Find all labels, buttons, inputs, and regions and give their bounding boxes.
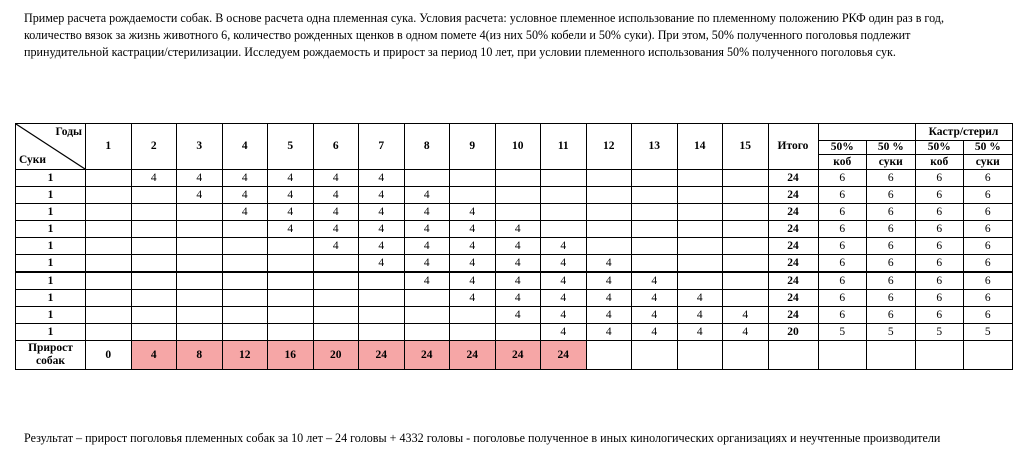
litter-cell	[495, 187, 541, 204]
litter-cell	[632, 170, 678, 187]
litter-cell	[222, 238, 268, 255]
female-count: 1	[16, 204, 86, 221]
female-count: 1	[16, 187, 86, 204]
growth-value: 8	[177, 341, 223, 370]
litter-cell	[450, 187, 496, 204]
litter-cell: 4	[450, 204, 496, 221]
litter-cell	[86, 187, 132, 204]
corner-females-label: Суки	[19, 154, 47, 166]
litter-cell: 4	[495, 307, 541, 324]
litter-cell: 4	[313, 204, 359, 221]
growth-value: 12	[222, 341, 268, 370]
split-header-bottom: коб	[930, 156, 949, 168]
litter-cell: 4	[723, 324, 769, 341]
litter-cell: 4	[450, 255, 496, 273]
litter-cell: 4	[586, 324, 632, 341]
total-header: Итого	[768, 124, 818, 170]
growth-value: 24	[541, 341, 587, 370]
split-value: 6	[818, 290, 867, 307]
litter-cell	[723, 272, 769, 290]
growth-value: 24	[450, 341, 496, 370]
litter-cell	[177, 255, 223, 273]
litter-cell: 4	[586, 272, 632, 290]
split-value: 6	[964, 170, 1013, 187]
row-total: 24	[768, 204, 818, 221]
female-count: 1	[16, 307, 86, 324]
litter-cell	[268, 290, 314, 307]
split-value: 6	[915, 204, 964, 221]
litter-cell	[131, 238, 177, 255]
year-header: 10	[495, 124, 541, 170]
split-header-bottom: коб	[833, 156, 852, 168]
litter-cell	[268, 238, 314, 255]
litter-cell	[131, 290, 177, 307]
split-value: 6	[867, 204, 916, 221]
litter-cell	[131, 221, 177, 238]
litter-cell	[86, 324, 132, 341]
litter-cell	[177, 324, 223, 341]
row-total: 24	[768, 290, 818, 307]
litter-cell: 4	[677, 290, 723, 307]
litter-cell: 4	[268, 170, 314, 187]
split-header-top: 50 %	[964, 141, 1012, 155]
split-header-bottom: суки	[975, 156, 1000, 168]
female-count: 1	[16, 272, 86, 290]
litter-cell	[268, 324, 314, 341]
litter-cell	[86, 170, 132, 187]
split-value: 6	[818, 170, 867, 187]
castr-header: Кастр/стерил	[915, 124, 1012, 141]
litter-cell: 4	[450, 238, 496, 255]
litter-cell: 4	[541, 272, 587, 290]
litter-cell: 4	[632, 290, 678, 307]
litter-cell	[313, 324, 359, 341]
litter-cell: 4	[222, 170, 268, 187]
litter-cell: 4	[359, 187, 405, 204]
litter-cell: 4	[450, 221, 496, 238]
litter-cell	[632, 221, 678, 238]
litter-cell	[723, 170, 769, 187]
litter-cell	[632, 204, 678, 221]
year-header: 15	[723, 124, 769, 170]
split-value: 6	[867, 307, 916, 324]
split-header	[915, 141, 964, 170]
row-total: 24	[768, 221, 818, 238]
litter-cell: 4	[359, 221, 405, 238]
litter-cell	[677, 170, 723, 187]
split-value: 6	[818, 272, 867, 290]
split-value: 6	[964, 238, 1013, 255]
litter-cell	[222, 307, 268, 324]
litter-cell	[359, 324, 405, 341]
growth-value: 16	[268, 341, 314, 370]
growth-value: 20	[313, 341, 359, 370]
litter-cell	[268, 272, 314, 290]
litter-cell	[359, 307, 405, 324]
growth-empty	[964, 341, 1013, 370]
litter-cell: 4	[359, 238, 405, 255]
split-value: 6	[818, 238, 867, 255]
litter-cell: 4	[268, 204, 314, 221]
litter-cell: 4	[677, 307, 723, 324]
litter-cell	[86, 272, 132, 290]
litter-cell: 4	[404, 255, 450, 273]
split-value: 6	[867, 170, 916, 187]
split-header-top: 50%	[916, 141, 964, 155]
litter-cell	[495, 324, 541, 341]
litter-cell: 4	[131, 170, 177, 187]
litter-cell	[632, 255, 678, 273]
split-value: 6	[818, 255, 867, 273]
table-row	[16, 170, 1013, 187]
litter-cell: 4	[313, 187, 359, 204]
litter-cell	[541, 170, 587, 187]
litter-cell	[450, 324, 496, 341]
litter-cell: 4	[723, 307, 769, 324]
growth-value: 24	[359, 341, 405, 370]
litter-cell	[313, 255, 359, 273]
litter-cell: 4	[495, 255, 541, 273]
litter-cell: 4	[177, 170, 223, 187]
row-total: 24	[768, 170, 818, 187]
litter-cell	[677, 204, 723, 221]
female-count: 1	[16, 290, 86, 307]
split-value: 6	[964, 255, 1013, 273]
growth-value	[632, 341, 678, 370]
litter-cell	[222, 255, 268, 273]
litter-cell	[450, 307, 496, 324]
litter-cell: 4	[495, 221, 541, 238]
litter-cell: 4	[313, 170, 359, 187]
year-header: 3	[177, 124, 223, 170]
litter-cell	[723, 187, 769, 204]
litter-cell	[723, 204, 769, 221]
litter-cell	[677, 238, 723, 255]
female-count: 1	[16, 170, 86, 187]
growth-value: 24	[495, 341, 541, 370]
litter-cell: 4	[222, 204, 268, 221]
litter-cell: 4	[450, 272, 496, 290]
split-value: 6	[915, 238, 964, 255]
litter-cell	[677, 221, 723, 238]
litter-cell	[131, 272, 177, 290]
litter-cell	[723, 255, 769, 273]
litter-cell	[541, 204, 587, 221]
litter-cell	[268, 307, 314, 324]
growth-empty	[818, 341, 867, 370]
litter-cell	[723, 290, 769, 307]
growth-empty	[867, 341, 916, 370]
litter-cell	[313, 272, 359, 290]
litter-cell	[541, 221, 587, 238]
row-total: 24	[768, 238, 818, 255]
litter-cell	[404, 290, 450, 307]
litter-cell: 4	[404, 221, 450, 238]
split-header	[867, 141, 916, 170]
litter-cell: 4	[404, 272, 450, 290]
litter-cell: 4	[632, 324, 678, 341]
year-header: 9	[450, 124, 496, 170]
split-header-top: 50 %	[867, 141, 915, 155]
year-header: 6	[313, 124, 359, 170]
split-value: 6	[818, 307, 867, 324]
litter-cell	[177, 272, 223, 290]
year-header: 1	[86, 124, 132, 170]
table-row	[16, 255, 1013, 273]
litter-cell	[450, 170, 496, 187]
litter-cell	[586, 204, 632, 221]
table-row	[16, 272, 1013, 290]
litter-cell	[177, 307, 223, 324]
litter-cell: 4	[541, 324, 587, 341]
litter-cell	[404, 307, 450, 324]
litter-cell: 4	[541, 238, 587, 255]
table-row	[16, 290, 1013, 307]
litter-cell: 4	[359, 255, 405, 273]
year-header: 5	[268, 124, 314, 170]
litter-cell: 4	[495, 272, 541, 290]
split-value: 6	[964, 290, 1013, 307]
year-header: 7	[359, 124, 405, 170]
growth-value	[586, 341, 632, 370]
litter-cell	[359, 272, 405, 290]
split-value: 6	[867, 255, 916, 273]
split-header-bottom: суки	[878, 156, 903, 168]
litter-cell	[86, 290, 132, 307]
year-header: 2	[131, 124, 177, 170]
row-total: 20	[768, 324, 818, 341]
corner-cell	[16, 124, 86, 170]
litter-cell	[677, 272, 723, 290]
litter-cell	[222, 324, 268, 341]
litter-cell	[86, 221, 132, 238]
litter-cell: 4	[541, 307, 587, 324]
litter-cell	[131, 307, 177, 324]
growth-value	[677, 341, 723, 370]
growth-value: 0	[86, 341, 132, 370]
split-value: 6	[964, 187, 1013, 204]
litter-cell: 4	[313, 221, 359, 238]
litter-cell	[677, 255, 723, 273]
female-count: 1	[16, 255, 86, 273]
litter-cell	[177, 290, 223, 307]
litter-cell	[495, 204, 541, 221]
result-text: Результат – прирост поголовья племенных собак за 10 лет – 24 головы + 4332 головы - поголовье полученное в иных кинологических организациях и неучтенные производители	[24, 431, 941, 445]
growth-label	[16, 341, 86, 370]
litter-cell	[632, 238, 678, 255]
split-value: 6	[818, 187, 867, 204]
split-value: 6	[964, 221, 1013, 238]
split-value: 6	[818, 204, 867, 221]
split-value: 5	[964, 324, 1013, 341]
litter-cell	[86, 307, 132, 324]
split-value: 6	[867, 272, 916, 290]
litter-cell	[586, 170, 632, 187]
table-row	[16, 204, 1013, 221]
split-value: 6	[867, 238, 916, 255]
litter-cell	[723, 238, 769, 255]
year-header: 12	[586, 124, 632, 170]
year-header: 8	[404, 124, 450, 170]
litter-cell	[541, 187, 587, 204]
split-value: 6	[818, 221, 867, 238]
split-value: 6	[915, 290, 964, 307]
litter-cell: 4	[268, 187, 314, 204]
year-header: 4	[222, 124, 268, 170]
female-count: 1	[16, 324, 86, 341]
litter-cell: 4	[586, 290, 632, 307]
litter-cell	[131, 324, 177, 341]
growth-value: 24	[404, 341, 450, 370]
litter-cell: 4	[586, 307, 632, 324]
litter-cell	[586, 221, 632, 238]
litter-cell	[177, 221, 223, 238]
litter-cell: 4	[677, 324, 723, 341]
litter-cell: 4	[268, 221, 314, 238]
split-value: 6	[964, 204, 1013, 221]
row-total: 24	[768, 272, 818, 290]
table-row	[16, 187, 1013, 204]
split-value: 6	[915, 221, 964, 238]
growth-empty	[915, 341, 964, 370]
litter-cell	[131, 255, 177, 273]
litter-cell: 4	[495, 238, 541, 255]
litter-cell	[359, 290, 405, 307]
litter-cell: 4	[541, 290, 587, 307]
litter-cell: 4	[313, 238, 359, 255]
growth-empty	[768, 341, 818, 370]
empty-header	[818, 124, 915, 141]
split-value: 6	[867, 187, 916, 204]
litter-cell	[723, 221, 769, 238]
litter-cell	[86, 238, 132, 255]
litter-cell	[268, 255, 314, 273]
year-header: 13	[632, 124, 678, 170]
split-value: 5	[867, 324, 916, 341]
growth-row	[16, 341, 1013, 370]
litter-cell: 4	[359, 204, 405, 221]
litter-cell	[404, 324, 450, 341]
litter-cell	[495, 170, 541, 187]
split-value: 6	[915, 307, 964, 324]
table-row	[16, 307, 1013, 324]
row-total: 24	[768, 187, 818, 204]
corner-years-label: Годы	[55, 126, 82, 138]
litter-cell	[222, 221, 268, 238]
litter-cell	[86, 255, 132, 273]
litter-cell	[86, 204, 132, 221]
table-row	[16, 324, 1013, 341]
split-value: 6	[915, 272, 964, 290]
litter-cell: 4	[586, 255, 632, 273]
litter-cell: 4	[495, 290, 541, 307]
split-header	[964, 141, 1013, 170]
litter-cell	[313, 307, 359, 324]
growth-label-line2: собак	[36, 355, 65, 367]
year-header: 11	[541, 124, 587, 170]
litter-cell	[177, 238, 223, 255]
split-value: 6	[915, 170, 964, 187]
table-row	[16, 238, 1013, 255]
litter-cell: 4	[177, 187, 223, 204]
litter-cell	[222, 290, 268, 307]
split-value: 5	[818, 324, 867, 341]
split-value: 5	[915, 324, 964, 341]
litter-cell	[313, 290, 359, 307]
split-value: 6	[867, 221, 916, 238]
split-header	[818, 141, 867, 170]
litter-cell: 4	[222, 187, 268, 204]
litter-cell: 4	[404, 238, 450, 255]
litter-cell: 4	[632, 272, 678, 290]
split-value: 6	[964, 307, 1013, 324]
growth-value: 4	[131, 341, 177, 370]
female-count: 1	[16, 238, 86, 255]
litter-cell: 4	[541, 255, 587, 273]
split-value: 6	[964, 272, 1013, 290]
female-count: 1	[16, 221, 86, 238]
litter-cell: 4	[450, 290, 496, 307]
litter-cell: 4	[404, 187, 450, 204]
intro-text: Пример расчета рождаемости собак. В основе расчета одна племенная сука. Условия расчета: условное племенное использование по племенному положению РКФ один раз в год, количество вязок за жизнь животного 6, количество рожденных щенков в одном помете 4(из них 50% кобели и 50% суки). При этом, 50% полученного поголовья подлежит принудительной кастрации/стерилизации. Исследуем рождаемость и прирост за период 10 лет, при условии племенного использования 50% полученного поголовья сук.	[24, 11, 944, 59]
litter-cell	[177, 204, 223, 221]
litter-cell	[586, 187, 632, 204]
litter-cell: 4	[632, 307, 678, 324]
litter-cell	[222, 272, 268, 290]
row-total: 24	[768, 255, 818, 273]
year-header: 14	[677, 124, 723, 170]
litter-cell	[131, 204, 177, 221]
litter-cell	[404, 170, 450, 187]
litter-cell: 4	[359, 170, 405, 187]
row-total: 24	[768, 307, 818, 324]
litter-cell	[131, 187, 177, 204]
litter-cell: 4	[404, 204, 450, 221]
litter-cell	[586, 238, 632, 255]
breeding-table	[15, 123, 1013, 370]
growth-label-line1: Прирост	[28, 342, 73, 354]
split-value: 6	[915, 187, 964, 204]
litter-cell	[677, 187, 723, 204]
growth-value	[723, 341, 769, 370]
split-header-top: 50%	[819, 141, 867, 155]
split-value: 6	[867, 290, 916, 307]
table-row	[16, 221, 1013, 238]
split-value: 6	[915, 255, 964, 273]
litter-cell	[632, 187, 678, 204]
